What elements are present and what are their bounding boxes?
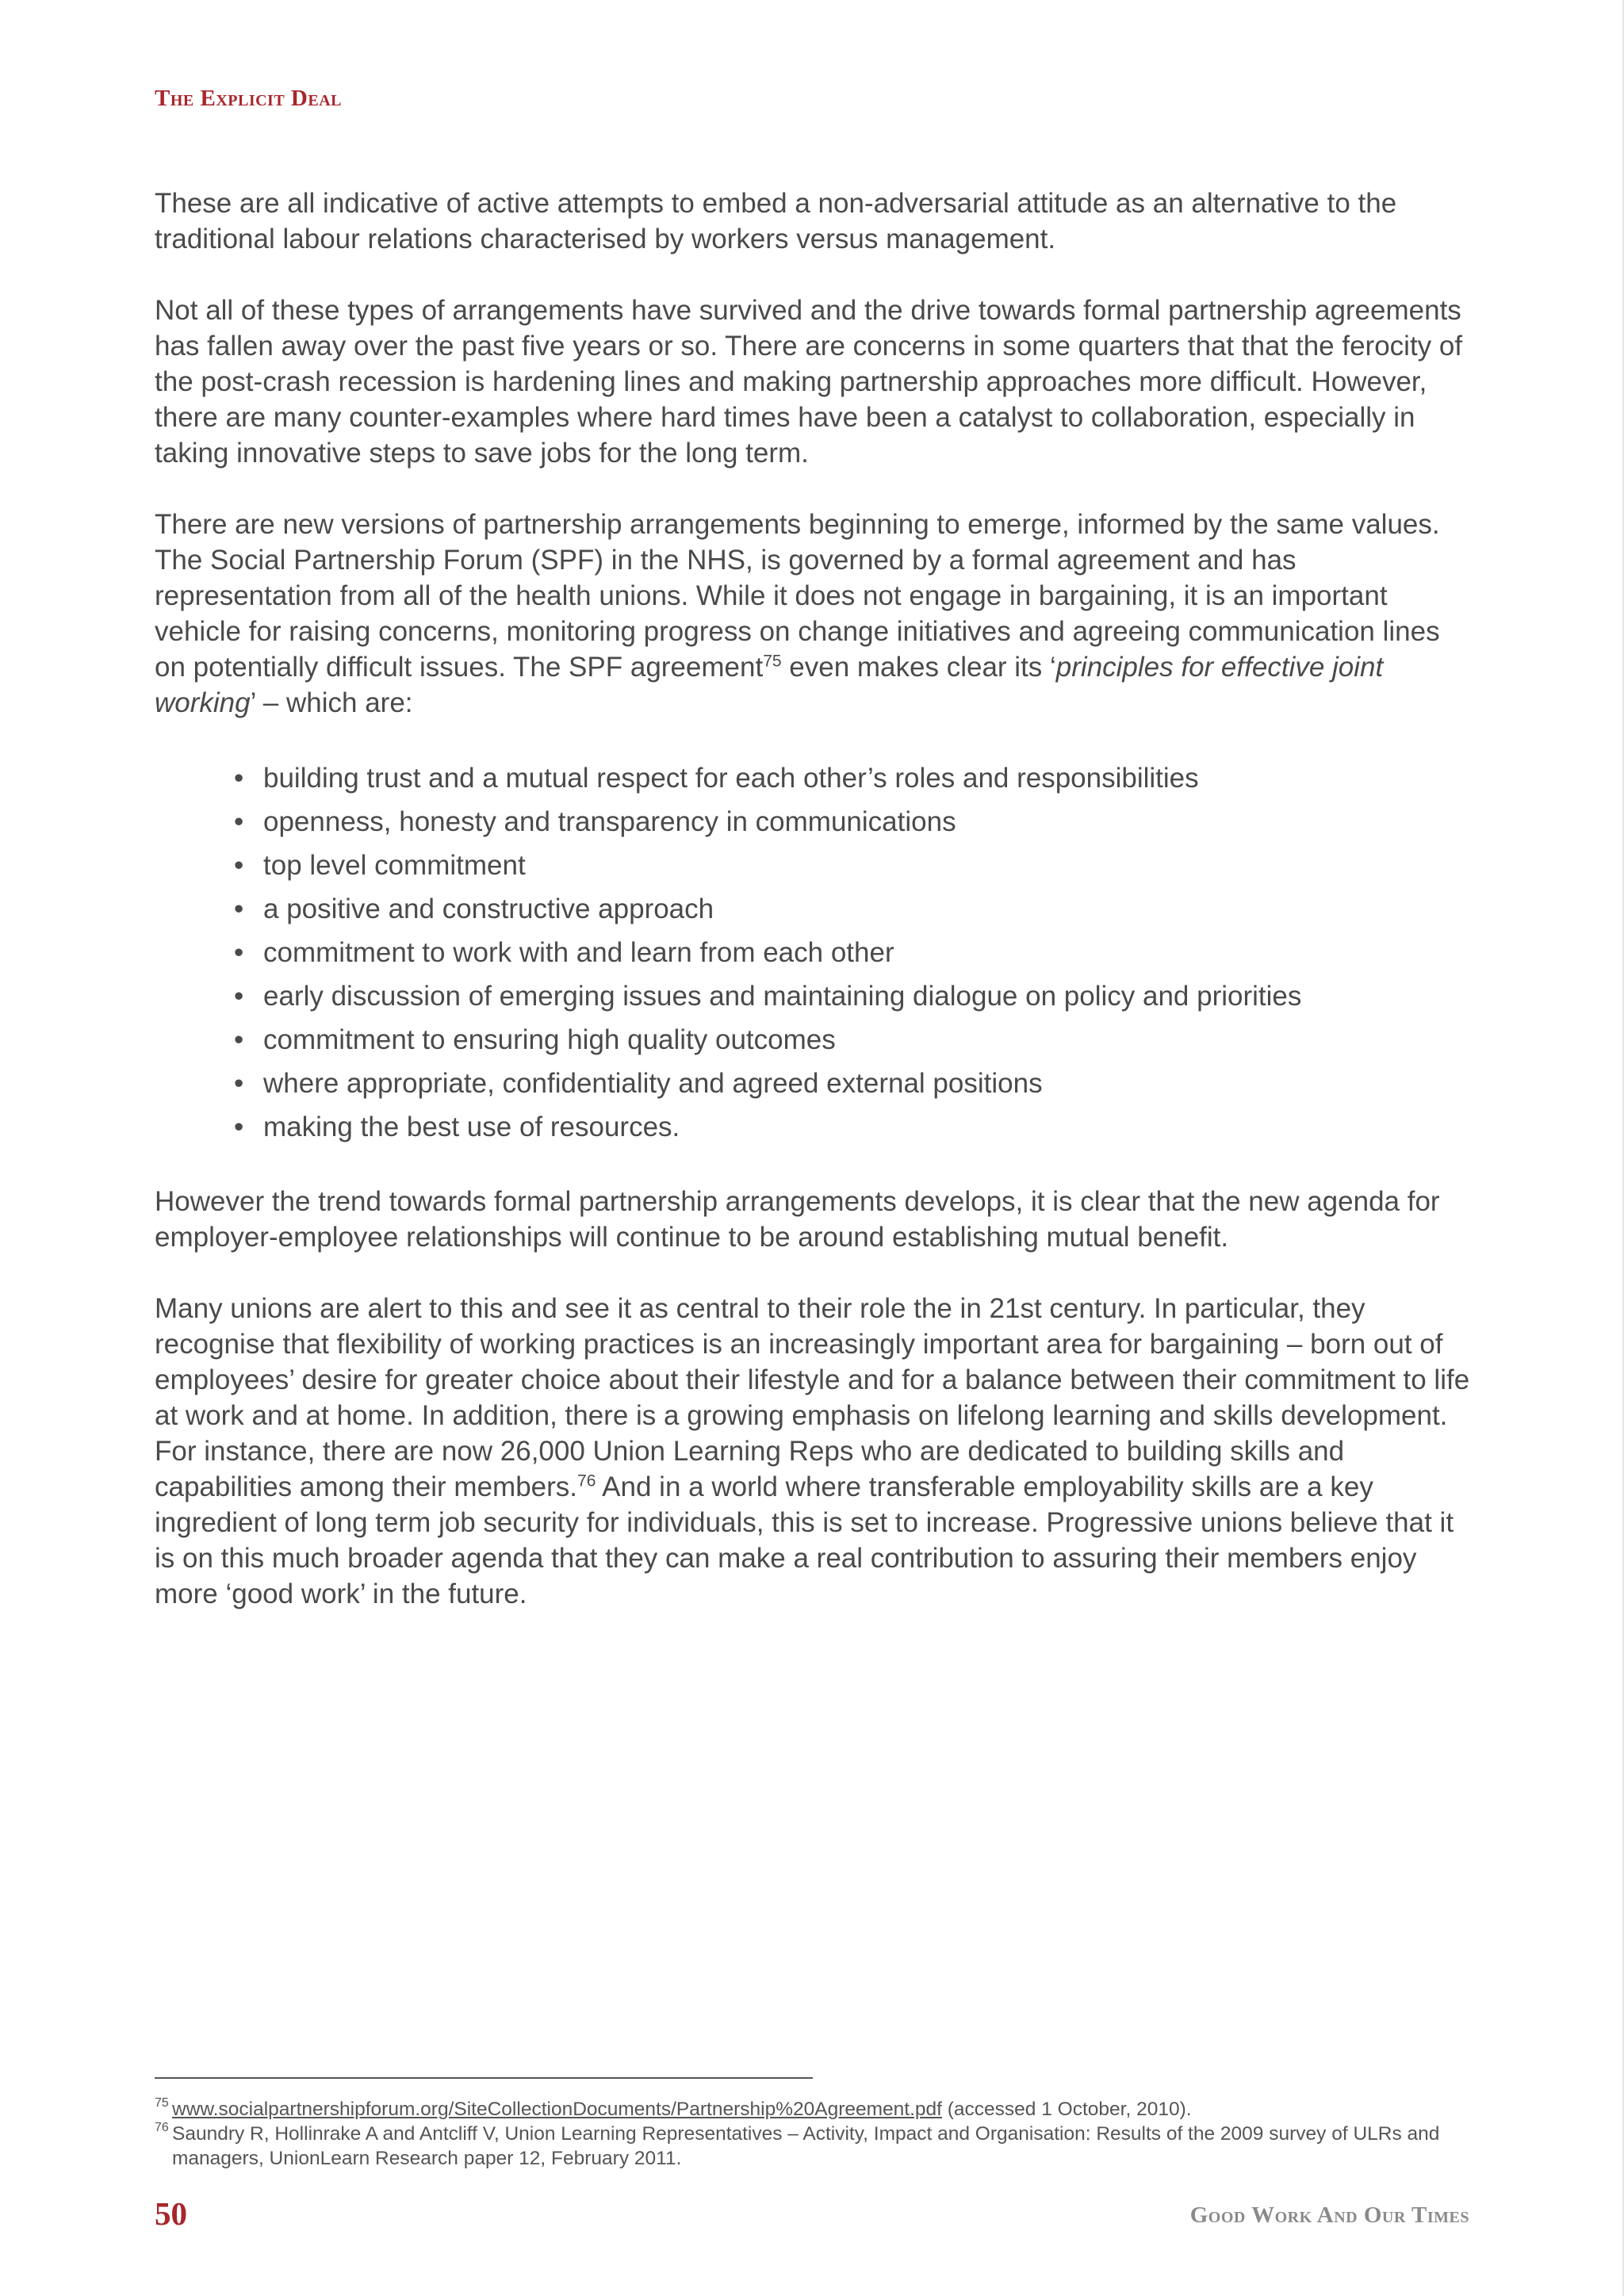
bullet-icon: •	[234, 1024, 244, 1055]
list-item-text: making the best use of resources.	[263, 1112, 680, 1142]
list-item	[234, 931, 1475, 974]
list-item-text: commitment to ensuring high quality outcomes	[263, 1024, 836, 1055]
list-item	[234, 1018, 1475, 1062]
list-item	[234, 1105, 1475, 1149]
footnote-divider	[155, 2077, 813, 2079]
footnote-ref-76[interactable]: 76	[577, 1471, 596, 1490]
running-footer: Good Work And Our Times	[1189, 2202, 1469, 2228]
list-item-text: building trust and a mutual respect for each other’s roles and responsibilities	[263, 763, 1199, 794]
bullet-icon: •	[234, 937, 244, 968]
list-item-text: where appropriate, confidentiality and agreed external positions	[263, 1068, 1043, 1099]
footnote-76-text: Saundry R, Hollinrake A and Antcliff V, Union Learning Representatives – Activity, Impact and Organisation: Results of the 2009 survey of ULRs and managers, UnionLearn Research paper 12, February 2011.	[172, 2123, 1440, 2169]
list-item	[234, 756, 1475, 800]
paragraph-3-text-c: ’ – which are:	[250, 687, 413, 718]
bullet-icon: •	[234, 1068, 244, 1099]
paragraph-5-text-b: And in a world where transferable employability skills are a key ingredient of long term job security for individuals, this is set to increase. Progressive unions believe that it is on this much broader agenda that they can make a real contribution to assuring their members enjoy more ‘good work’ in the future.	[155, 1471, 1454, 1609]
footnote-ref-75[interactable]: 75	[763, 652, 782, 671]
footnote-75: 75 www.socialpartnershipforum.org/SiteCollectionDocuments/Partnership%20Agreement.pdf (accessed 1 October, 2010).	[155, 2096, 1192, 2120]
paragraph-5-text-a: Many unions are alert to this and see it as central to their role the in 21st century. In particular, they recognise that flexibility of working practices is an increasingly important area for bargaining – born out of employees’ desire for greater choice about their lifestyle and for a balance between their commitment to life at work and at home. In addition, there is a growing emphasis on lifelong learning and skills development. For instance, there are now 26,000 Union Learning Reps who are dedicated to building skills and capabilities among their members.	[155, 1293, 1470, 1502]
footnote-75-text: (accessed 1 October, 2010).	[941, 2099, 1192, 2120]
page-number: 50	[155, 2195, 187, 2232]
list-item	[234, 800, 1475, 844]
list-item-text: commitment to work with and learn from each other	[263, 937, 894, 968]
running-header: The Explicit Deal	[155, 86, 342, 111]
paragraph-2: Not all of these types of arrangements have survived and the drive towards formal partnership agreements has fallen away over the past five years or so. There are concerns in some quarters that that the ferocity of the post-crash recession is hardening lines and making partnership approaches more difficult. However, there are many counter-examples where hard times have been a catalyst to collaboration, especially in taking innovative steps to save jobs for the long term.	[155, 295, 1463, 469]
list-item	[234, 974, 1475, 1018]
paragraph-3	[155, 507, 1475, 721]
main-body	[155, 186, 1475, 1647]
list-item-text: top level commitment	[263, 850, 526, 881]
list-item	[234, 887, 1475, 931]
paragraph-3-italic: principles for effective joint working	[155, 652, 1384, 718]
list-item	[234, 1062, 1475, 1105]
paragraph-3-text-a: There are new versions of partnership arrangements beginning to emerge, informed by the same values. The Social Partnership Forum (SPF) in the NHS, is governed by a formal agreement and has representation from all of the health unions. While it does not engage in bargaining, it is an important vehicle for raising concerns, monitoring progress on change initiatives and agreeing communication lines on potentially difficult issues. The SPF agreement	[155, 509, 1440, 683]
paragraph-4: However the trend towards formal partnership arrangements develops, it is clear that the new agenda for employer-employee relationships will continue to be around establishing mutual benefit.	[155, 1186, 1440, 1253]
list-item	[234, 844, 1475, 887]
paragraph-1: These are all indicative of active attempts to embed a non-adversarial attitude as an alternative to the traditional labour relations characterised by workers versus management.	[155, 188, 1397, 254]
list-item-text: openness, honesty and transparency in communications	[263, 806, 956, 837]
bullet-icon: •	[234, 981, 244, 1012]
bullet-icon: •	[234, 894, 244, 924]
footnote-76: 76 Saundry R, Hollinrake A and Antcliff V, Union Learning Representatives – Activity, Impact and Organisation: Results of the 2009 survey of ULRs and managers, UnionLearn Research paper 12, February 2011.	[155, 2121, 1440, 2169]
list-item-text: early discussion of emerging issues and maintaining dialogue on policy and priorities	[263, 981, 1302, 1012]
bullet-icon: •	[234, 1112, 244, 1142]
paragraph-5	[155, 1291, 1475, 1612]
bullet-icon: •	[234, 806, 244, 837]
list-item-text: a positive and constructive approach	[263, 894, 714, 924]
bullet-icon: •	[234, 763, 244, 794]
principles-list	[155, 756, 1475, 1149]
paragraph-3-text-b: even makes clear its ‘	[781, 652, 1056, 683]
bullet-icon: •	[234, 850, 244, 881]
footnote-75-link[interactable]: www.socialpartnershipforum.org/SiteCollectionDocuments/Partnership%20Agreement.pdf	[172, 2099, 942, 2120]
footnotes	[155, 2097, 1475, 2171]
